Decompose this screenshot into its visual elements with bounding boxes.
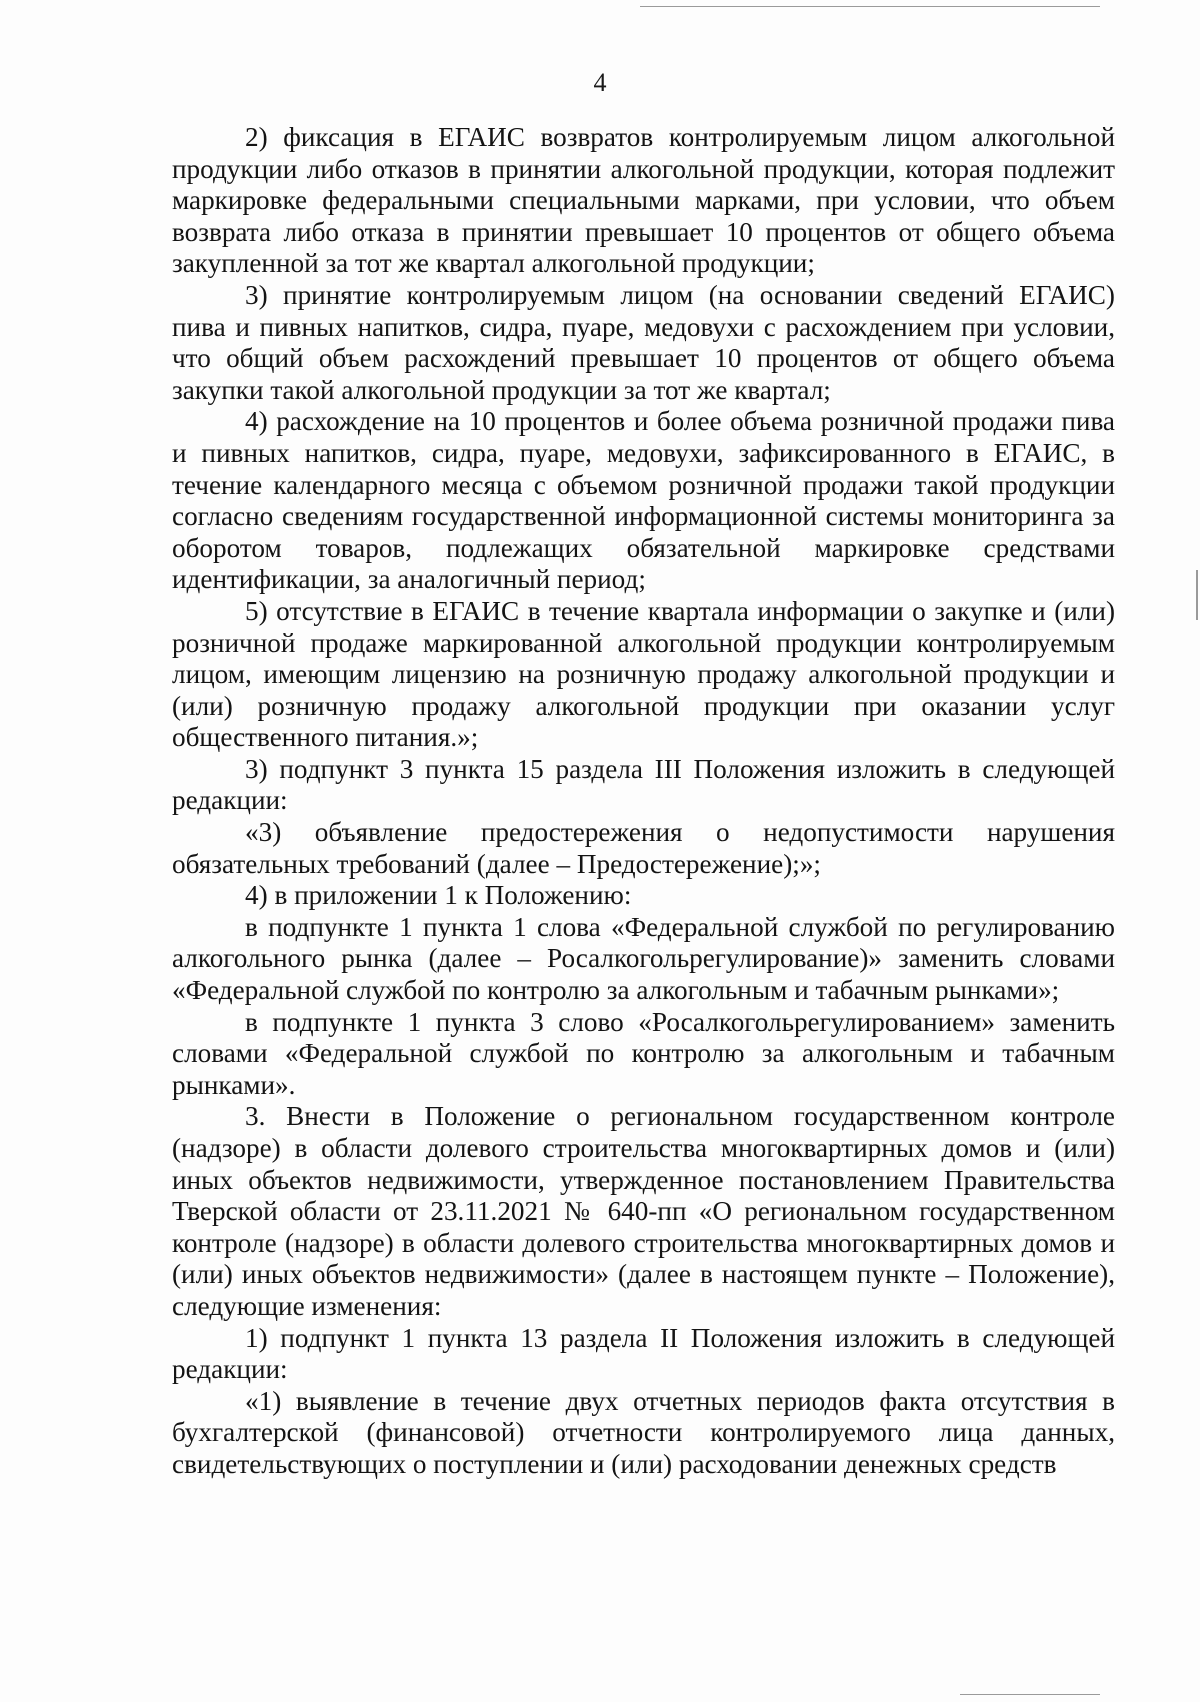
paragraph-section-3: 3. Внести в Положение о региональном государственном контроле (надзоре) в области долевого строительства многоквартирных домов и (или) иных объектов недвижимости, утвержденное постановлением Правительства Тверской области от 23.11.2021 № 640-пп «О региональном государственном контроле (надзоре) в области долевого строительства многоквартирных домов и (или) иных объектов недвижимости» (далее в настоящем пункте – Положение), следующие изменения: [172,1101,1115,1321]
paragraph-appendix-change-2: в подпункте 1 пункта 3 слово «Росалкогольрегулированием» заменить словами «Федеральной службой по контролю за алкогольным и табачным рынками». [172,1006,1115,1100]
paragraph-amendment-3: 3) подпункт 3 пункта 15 раздела III Положения изложить в следующей редакции: [172,753,1115,816]
scan-edge-mark-right [1196,570,1198,620]
paragraph-appendix-change-1: в подпункте 1 пункта 1 слова «Федеральной службой по регулированию алкогольного рынка (далее – Росалкогольрегулирование)» заменить словами «Федеральной службой по контролю за алкогольным и табачным рынками»; [172,911,1115,1006]
paragraph-section-3-item-1: 1) подпункт 1 пункта 13 раздела II Положения изложить в следующей редакции: [172,1322,1115,1385]
paragraph-item-2: 2) фиксация в ЕГАИС возвратов контролируемым лицом алкогольной продукции либо отказов в принятии алкогольной продукции, которая подлежит маркировке федеральными специальными марками, при условии, что объем возврата либо отказа в принятии превышает 10 процентов от общего объема закупленной за тот же квартал алкогольной продукции; [172,122,1115,279]
paragraph-item-4: 4) расхождение на 10 процентов и более объема розничной продажи пива и пивных напитков, сидра, пуаре, медовухи, зафиксированного в ЕГАИС, в течение календарного месяца с объемом розничной продажи такой продукции согласно сведениям государственной информационной системы мониторинга за оборотом товаров, подлежащих обязательной маркировке средствами идентификации, за аналогичный период; [172,406,1115,595]
page-number: 4 [593,68,607,97]
paragraph-item-5: 5) отсутствие в ЕГАИС в течение квартала информации о закупке и (или) розничной продаже маркированной алкогольной продукции контролируемым лицом, имеющим лицензию на розничную продажу алкогольной продукции и (или) розничную продажу алкогольной продукции при оказании услуг общественного питания.»; [172,595,1115,753]
paragraph-quoted-subitem-1: «1) выявление в течение двух отчетных периодов факта отсутствия в бухгалтерской (финансовой) отчетности контролируемого лица данных, свидетельствующих о поступлении и (или) расходовании денежных средств [172,1385,1115,1479]
document-body [172,122,1115,1481]
paragraph-quoted-subitem-3: «3) объявление предостережения о недопустимости нарушения обязательных требований (далее – Предостережение);»; [172,817,1115,879]
paragraph-amendment-4: 4) в приложении 1 к Положению: [245,880,632,911]
paragraph-item-3: 3) принятие контролируемым лицом (на основании сведений ЕГАИС) пива и пивных напитков, сидра, пуаре, медовухи с расхождением при условии, что общий объем расхождений превышает 10 процентов от общего объема закупки такой алкогольной продукции за тот же квартал; [172,279,1115,405]
scan-edge-mark-top [640,6,1100,7]
scan-edge-mark-bottom [960,1694,1100,1695]
